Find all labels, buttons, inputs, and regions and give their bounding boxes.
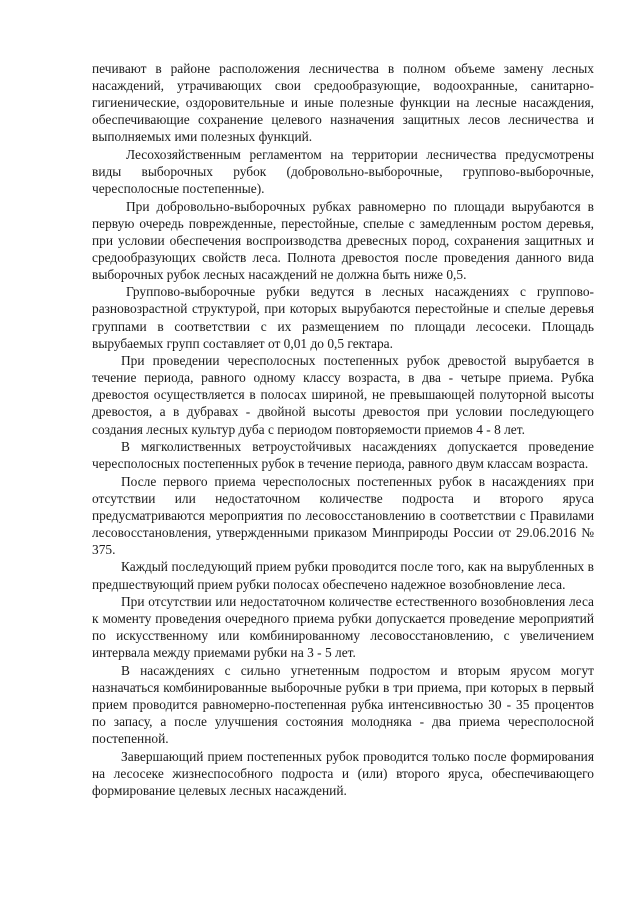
paragraph-continuation: печивают в районе расположения лесничества в полном объеме замену лесных насаждений, утрачивающих свои средообразующие, водоохранные, санитарно-гигиенические, оздоровительные и иные полезные функции на лесные насаждения, обеспечивающие сохранение целевого назначения защитных лесов лесничества и выполняемых ими полезных функций. bbox=[92, 61, 594, 145]
paragraph-first-stage: После первого приема чересполосных постепенных рубок в насаждениях при отсутствии или недостаточном количестве подроста и второго яруса предусматриваются мероприятия по лесовосстановлению в соответствии с Правилами лесовосстановления, утвержденными приказом Минприроды России от 29.06.2016 № 375. bbox=[92, 473, 594, 557]
paragraph-final-stage: Завершающий прием постепенных рубок проводится только после формирования на лесосеке жизнеспособного подроста и (или) второго яруса, обеспечивающего формирование целевых лесных насаждений. bbox=[92, 748, 594, 798]
paragraph-group-selective: Группово-выборочные рубки ведутся в лесных насаждениях с группово-разновозрастной структурой, при которых вырубаются перестойные и спелые деревья группами в соответствии с их размещением по площади лесосеки. Площадь вырубаемых групп составляет от 0,01 до 0,5 гектара. bbox=[92, 284, 594, 351]
paragraph-strip-gradual: При проведении чересполосных постепенных рубок древостой вырубается в течение периода, равного одному классу возраста, в два - четыре приема. Рубка древостоя осуществляется в полосах шириной, не превышающей полуторной высоты древостоя, а в дубравах - двойной высоты древостоя при условии последующего создания лесных культур дуба с периодом повторяемости приемов 4 - 8 лет. bbox=[92, 353, 594, 437]
paragraph-subsequent-stage: Каждый последующий прием рубки проводится после того, как на вырубленных в предшествующий прием рубки полосах обеспечено надежное возобновление леса. bbox=[92, 559, 594, 592]
paragraph-combined-cuttings: В насаждениях с сильно угнетенным подростом и вторым ярусом могут назначаться комбинированные выборочные рубки в три приема, при которых в первый прием проводится равномерно-постепенная рубка интенсивностью 30 - 35 процентов по запасу, а после улучшения состояния молодняка - два приема чересполосной постепенной. bbox=[92, 662, 594, 747]
paragraph-softwood-stands: В мягколиственных ветроустойчивых насаждениях допускается проведение чересполосных постепенных рубок в течение периода, равного двум классам возраста. bbox=[92, 439, 594, 472]
paragraph-regeneration: При отсутствии или недостаточном количестве естественного возобновления леса к моменту проведения очередного приема рубки допускается проведение мероприятий по искусственному или комбинированному лесовосстановлению, с увеличением интервала между приемами рубки на 3 - 5 лет. bbox=[92, 594, 594, 661]
paragraph-regulation-types: Лесохозяйственным регламентом на территории лесничества предусмотрены виды выборочных рубок (добровольно-выборочные, группово-выборочные, чересполосные постепенные). bbox=[92, 146, 594, 197]
document-page bbox=[92, 60, 594, 799]
paragraph-voluntary-selective: При добровольно-выборочных рубках равномерно по площади вырубаются в первую очередь поврежденные, перестойные, спелые с замедленным ростом деревья, при условии обеспечения воспроизводства древесных пород, сохранения защитных и средообразующих свойств леса. Полнота древостоя после проведения данного вида выборочных рубок лесных насаждений не должна быть ниже 0,5. bbox=[92, 198, 594, 282]
